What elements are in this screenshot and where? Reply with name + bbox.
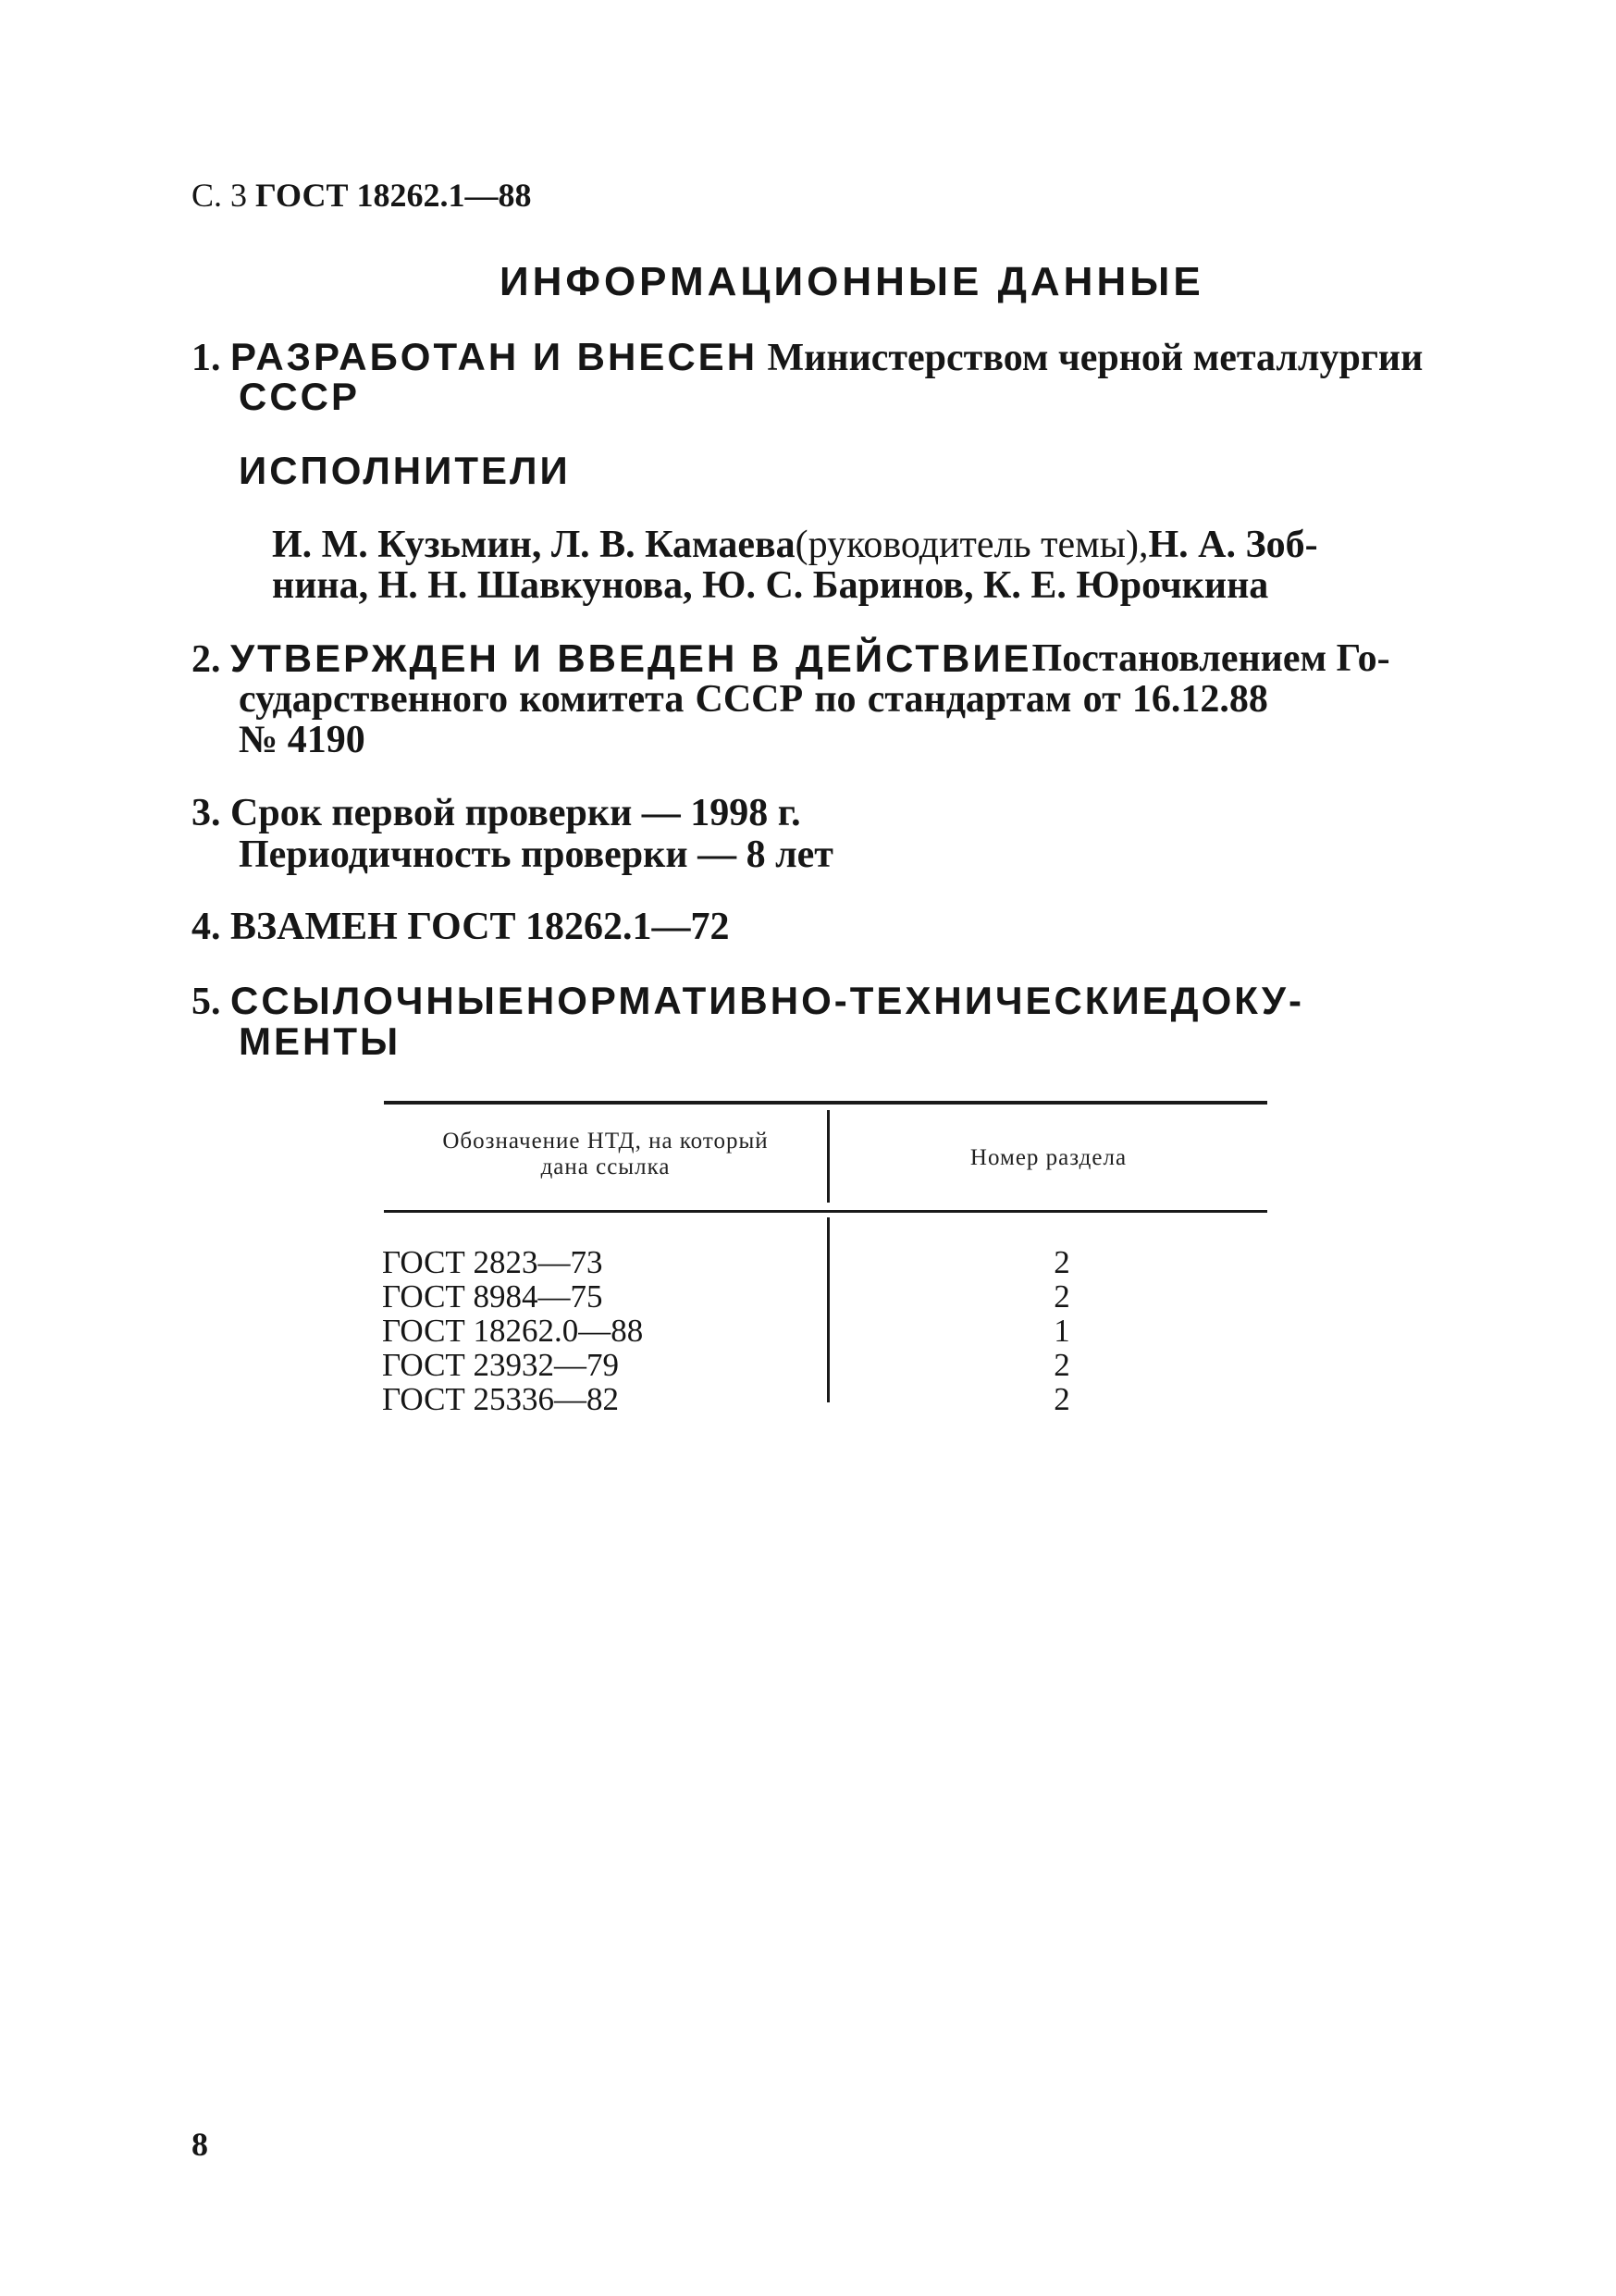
section-2-word: СССР [695, 678, 804, 721]
standard-designation: ГОСТ 18262.1—88 [255, 177, 532, 214]
table-col2-header: Номер раздела [969, 1145, 1128, 1170]
table-cell-section: 1 [1054, 1313, 1070, 1349]
section-5-word: НОРМАТИВНО-ТЕХНИЧЕСКИЕ [525, 979, 1171, 1022]
page-header [191, 176, 531, 215]
section-2-line-3: № 4190 [239, 719, 365, 761]
executors-names-1: И. М. Кузьмин, Л. В. Камаева [272, 524, 796, 566]
page-number: 8 [191, 2126, 208, 2163]
executors-line-1 [272, 523, 1318, 567]
section-2-date: 16.12.88 [1131, 678, 1268, 721]
page-label: С. 3 [191, 177, 248, 214]
section-1-caps: РАЗРАБОТАН И ВНЕСЕН [230, 335, 759, 378]
table-header-rule [384, 1210, 1267, 1213]
table-body-divider [827, 1217, 830, 1402]
section-2-number: 2. [191, 638, 221, 681]
table-cell-doc: ГОСТ 8984—75 [382, 1278, 603, 1315]
section-2-line-2 [239, 677, 1268, 722]
table-top-rule [384, 1101, 1267, 1105]
section-3-line-1 [191, 791, 801, 835]
table-cell-section: 2 [1054, 1347, 1070, 1383]
table-cell-doc: ГОСТ 2823—73 [382, 1244, 603, 1280]
executors-line-2: нина, Н. Н. Шавкунова, Ю. С. Баринов, К. Е. Юрочкина [272, 564, 1269, 607]
section-5-line-1 [191, 979, 1305, 1024]
section-2-word: от [1082, 678, 1121, 721]
section-1-number: 1. [191, 337, 221, 379]
executors-role: (руководитель темы), [795, 524, 1149, 566]
section-4-line [191, 905, 730, 949]
section-1-text-2: СССР [239, 375, 361, 418]
table-cell-section: 2 [1054, 1381, 1070, 1417]
table-cell-section: 2 [1054, 1244, 1070, 1280]
page-title: ИНФОРМАЦИОННЫЕ ДАННЫЕ [500, 259, 1204, 304]
section-2-word: по [814, 678, 857, 721]
section-3-line-2: Периодичность проверки — 8 лет [239, 833, 833, 876]
section-2-caps: УТВЕРЖДЕН И ВВЕДЕН В ДЕЙСТВИЕ [230, 636, 1032, 680]
section-2-text-1: Постановлением Го- [1031, 637, 1390, 680]
section-1-line-1 [191, 335, 1423, 380]
section-5-line-2: МЕНТЫ [239, 1019, 401, 1063]
table-col1-header-line-1: Обозначение НТД, на который [442, 1129, 769, 1154]
table-col1-body [382, 1245, 643, 1416]
section-5-word: ССЫЛОЧНЫЕ [230, 979, 526, 1022]
section-5-word: ДОКУ- [1170, 979, 1305, 1022]
section-4-text: ВЗАМЕН ГОСТ 18262.1—72 [230, 906, 730, 948]
executors-heading: ИСПОЛНИТЕЛИ [239, 449, 571, 492]
section-2-word: стандартам [867, 678, 1072, 721]
section-1-text: Министерством черной металлургии [767, 337, 1424, 379]
section-2-word: комитета [519, 678, 685, 721]
section-3-number: 3. [191, 792, 221, 834]
table-cell-doc: ГОСТ 23932—79 [382, 1347, 620, 1383]
table-col1-header [384, 1129, 827, 1180]
table-col1-header-line-2: дана ссылка [540, 1154, 671, 1179]
section-5-number: 5. [191, 981, 221, 1023]
executors-names-2: Н. А. Зоб- [1148, 524, 1318, 566]
section-2-word: сударственного [239, 678, 509, 721]
table-cell-section: 2 [1054, 1278, 1070, 1315]
table-cell-doc: ГОСТ 25336—82 [382, 1381, 620, 1417]
table-col2-body [1034, 1245, 1090, 1416]
section-3-text-1: Срок первой проверки — 1998 г. [230, 792, 801, 834]
table-cell-doc: ГОСТ 18262.0—88 [382, 1313, 644, 1349]
section-4-number: 4. [191, 906, 221, 948]
section-2-line-1 [191, 636, 1390, 682]
